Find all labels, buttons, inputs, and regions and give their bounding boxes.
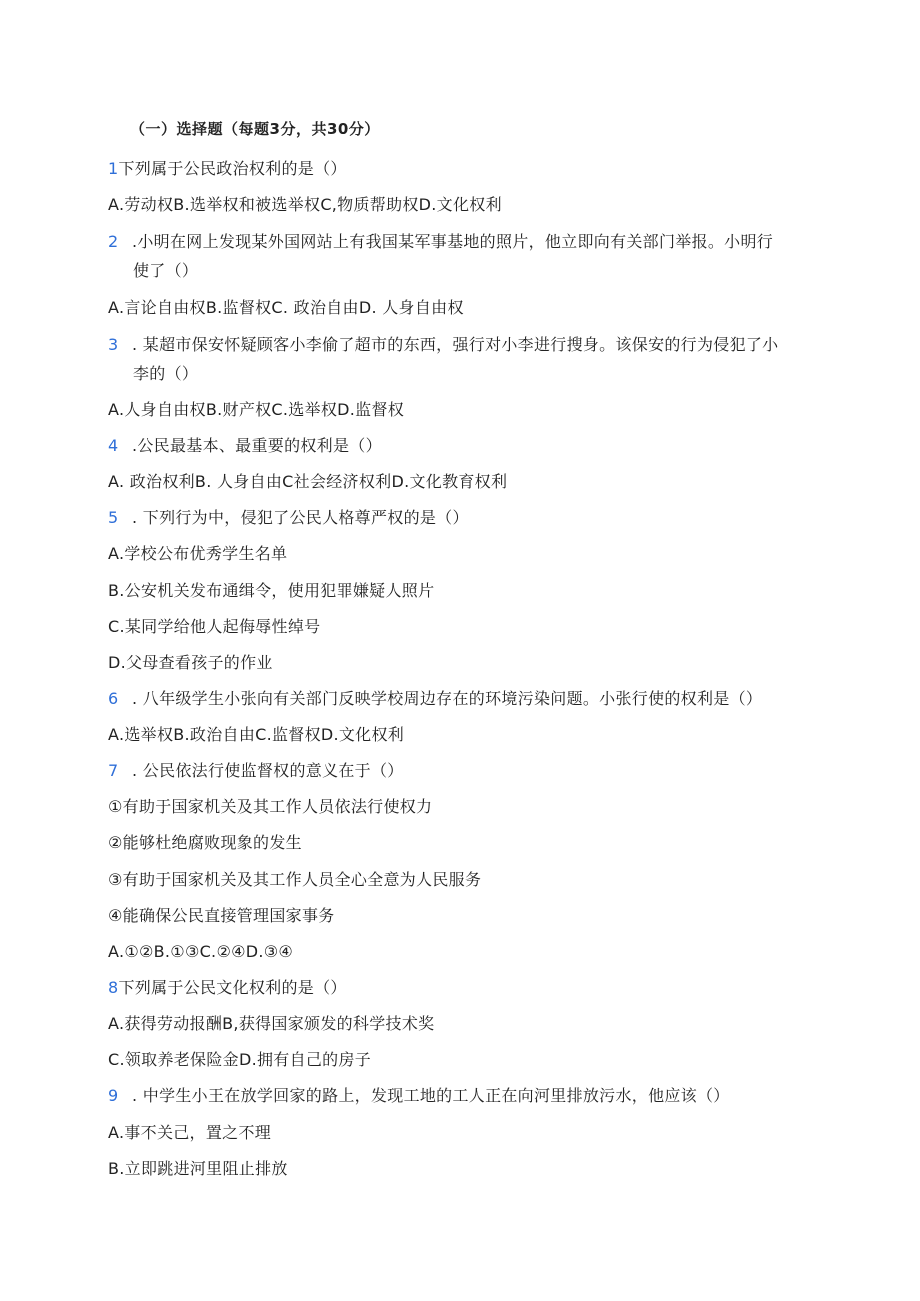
question-number: 1 [108, 159, 119, 178]
option-line: A.劳动权B.选举权和被选举权C,物质帮助权D.文化权利 [108, 195, 502, 214]
question-number: 8 [108, 978, 119, 997]
question-1 [108, 158, 347, 180]
option-line: A.学校公布优秀学生名单 [108, 544, 288, 563]
question-text: . 中学生小王在放学回家的路上，发现工地的工人正在向河里排放污水，他应该（） [132, 1086, 730, 1105]
option-line: A. 政治权利B. 人身自由C社会经济权利D.文化教育权利 [108, 472, 508, 491]
question-text: 下列属于公民政治权利的是（） [118, 159, 347, 178]
question-text: . 下列行为中，侵犯了公民人格尊严权的是（） [132, 508, 469, 527]
question-2 [108, 231, 773, 253]
option-line: B.公安机关发布通缉令，使用犯罪嫌疑人照片 [108, 581, 435, 600]
option-line: A.①②B.①③C.②④D.③④ [108, 942, 294, 961]
question-number: 2 [108, 232, 119, 251]
option-line: ④能确保公民直接管理国家事务 [108, 906, 335, 925]
question-text: . 八年级学生小张向有关部门反映学校周边存在的环境污染问题。小张行使的权利是（） [132, 689, 763, 708]
option-line: B.立即跳进河里阻止排放 [108, 1159, 288, 1178]
question-5 [108, 507, 469, 529]
question-text: 下列属于公民文化权利的是（） [118, 978, 347, 997]
question-text: .公民最基本、最重要的权利是（） [132, 436, 382, 455]
option-line: ②能够杜绝腐败现象的发生 [108, 833, 302, 852]
option-line: ③有助于国家机关及其工作人员全心全意为人民服务 [108, 870, 482, 889]
question-8 [108, 977, 347, 999]
question-4 [108, 435, 382, 457]
question-6 [108, 688, 762, 710]
question-number: 7 [108, 761, 119, 780]
question-number: 6 [108, 689, 119, 708]
question-7 [108, 760, 404, 782]
question-text: .小明在网上发现某外国网站上有我国某军事基地的照片，他立即向有关部门举报。小明行 [132, 232, 774, 251]
question-9 [108, 1085, 730, 1107]
question-text: . 某超市保安怀疑顾客小李偷了超市的东西，强行对小李进行搜身。该保安的行为侵犯了小 [132, 335, 779, 354]
option-line: C.领取养老保险金D.拥有自己的房子 [108, 1050, 372, 1069]
question-number: 5 [108, 508, 119, 527]
option-line: A.言论自由权B.监督权C. 政治自由D. 人身自由权 [108, 298, 464, 317]
question-text-continuation: 李的（） [133, 364, 199, 383]
question-number: 9 [108, 1086, 119, 1105]
option-line: A.获得劳动报酬B,获得国家颁发的科学技术奖 [108, 1014, 435, 1033]
option-line: ①有助于国家机关及其工作人员依法行使权力 [108, 797, 433, 816]
question-text-continuation: 使了（） [133, 261, 199, 280]
question-3 [108, 334, 778, 356]
option-line: A.事不关己，置之不理 [108, 1123, 272, 1142]
question-text: . 公民依法行使监督权的意义在于（） [132, 761, 404, 780]
section-heading: （一）选择题（每题3分，共30分） [130, 120, 380, 138]
option-line: D.父母查看孩子的作业 [108, 653, 273, 672]
question-number: 3 [108, 335, 119, 354]
option-line: C.某同学给他人起侮辱性绰号 [108, 617, 321, 636]
option-line: A.人身自由权B.财产权C.选举权D.监督权 [108, 400, 405, 419]
option-line: A.选举权B.政治自由C.监督权D.文化权利 [108, 725, 405, 744]
question-number: 4 [108, 436, 119, 455]
